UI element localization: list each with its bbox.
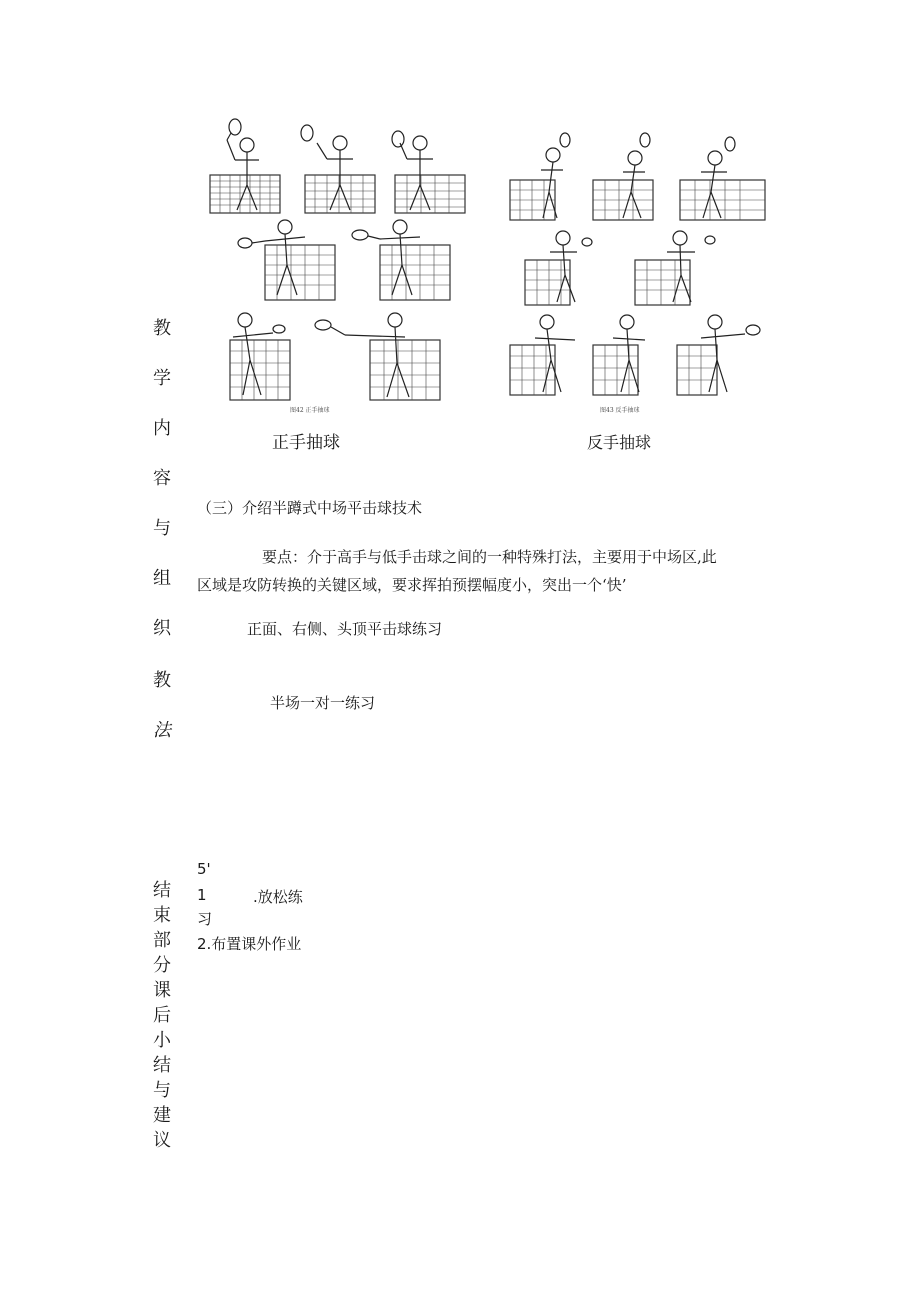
duration: 5' xyxy=(197,860,211,878)
practice-item: 正面、右侧、头顶平击球练习 xyxy=(247,620,443,638)
backhand-drive-illustration xyxy=(505,130,780,415)
label-char: 教 xyxy=(153,670,171,691)
label-char: 组 xyxy=(153,568,171,589)
label-char: 内 xyxy=(153,418,171,439)
section-heading: （三）介绍半蹲式中场平击球技术 xyxy=(197,499,423,517)
label-char: 教 xyxy=(153,318,171,339)
backhand-panel xyxy=(680,137,765,220)
forehand-panel xyxy=(238,220,335,300)
backhand-panel xyxy=(677,315,760,395)
backhand-panel xyxy=(635,231,715,305)
backhand-caption: 反手抽球 xyxy=(587,433,652,452)
label-char: 部 xyxy=(153,930,171,951)
key-points-line2: 区域是攻防转换的关键区域，要求挥拍预摆幅度小，突出一个‘快’ xyxy=(197,576,627,594)
figure-small-caption: 图43 反手抽球 xyxy=(600,407,640,414)
label-char: 结 xyxy=(153,880,171,901)
label-char: 容 xyxy=(153,468,171,489)
label-char: 小 xyxy=(153,1030,171,1051)
label-char: 后 xyxy=(153,1005,171,1026)
label-char: 结 xyxy=(153,1055,171,1076)
forehand-panel xyxy=(392,131,465,213)
label-char: 议 xyxy=(153,1130,171,1151)
forehand-panel xyxy=(210,119,280,213)
item-text: .放松练 xyxy=(253,888,303,906)
label-char: 与 xyxy=(153,518,171,539)
label-char: 织 xyxy=(153,618,171,639)
forehand-panel xyxy=(301,125,375,213)
practice-item: 半场一对一练习 xyxy=(270,694,376,712)
backhand-panel xyxy=(510,315,575,395)
backhand-panel xyxy=(510,133,570,220)
key-points-line1: 要点：介于高手与低手击球之间的一种特殊打法，主要用于中场区,此 xyxy=(262,548,717,566)
label-char: 法 xyxy=(153,720,171,741)
backhand-panel xyxy=(593,315,645,395)
label-char: 建 xyxy=(153,1105,171,1126)
forehand-drive-illustration xyxy=(195,115,495,415)
backhand-panel xyxy=(593,133,653,220)
label-char: 课 xyxy=(153,980,171,1001)
forehand-panel xyxy=(230,313,290,400)
label-char: 束 xyxy=(153,905,171,926)
item-number: 1 xyxy=(197,886,207,904)
forehand-caption: 正手抽球 xyxy=(272,433,340,453)
item-text-continued: 习 xyxy=(197,910,213,928)
forehand-panel xyxy=(315,313,440,400)
backhand-panel xyxy=(525,231,592,305)
forehand-panel xyxy=(352,220,450,300)
label-char: 分 xyxy=(153,955,171,976)
figure-small-caption: 图42 正手抽球 xyxy=(290,407,330,414)
item-text: 2.布置课外作业 xyxy=(197,935,302,953)
label-char: 学 xyxy=(153,368,171,389)
label-char: 与 xyxy=(153,1080,171,1101)
